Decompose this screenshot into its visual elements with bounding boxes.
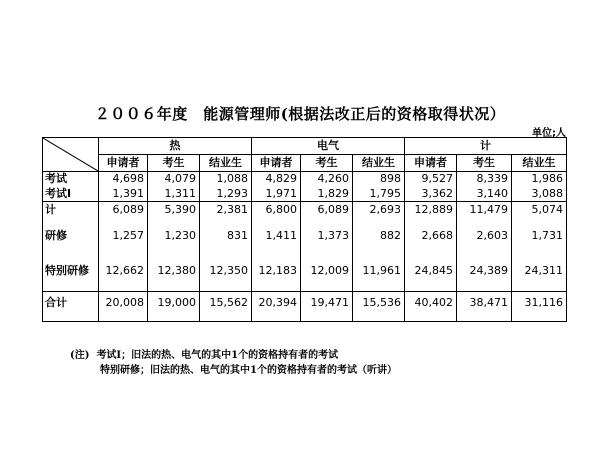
sub-header: 结业生 xyxy=(200,155,252,172)
unit-label: 单位;人 xyxy=(532,128,566,139)
table-row-total xyxy=(43,292,567,314)
table-cell: 1,971 xyxy=(252,187,301,202)
table-cell: 1,986 xyxy=(512,172,567,187)
row-label: 考试 xyxy=(43,172,99,187)
stats-table xyxy=(42,137,567,322)
table-cell: 3,088 xyxy=(531,186,564,200)
table-cell: 8,339 xyxy=(457,172,512,187)
table-cell: 4,260 xyxy=(301,172,353,187)
sub-header: 结业生 xyxy=(522,156,556,169)
table-cell: 24,311 xyxy=(524,264,564,277)
spacer-row xyxy=(43,244,567,264)
sub-header: 申请者 xyxy=(99,155,148,172)
table-cell: 4,829 xyxy=(252,172,301,187)
table-row xyxy=(43,202,567,219)
table-cell: 1,373 xyxy=(301,229,353,244)
footnote-line-2 xyxy=(70,363,397,378)
sub-header: 考生 xyxy=(148,155,200,172)
spacer-row xyxy=(43,314,567,322)
sub-header: 申请者 xyxy=(252,155,301,172)
table-cell: 882 xyxy=(353,229,405,244)
table-cell: 1,230 xyxy=(148,229,200,244)
table-cell: 2,603 xyxy=(457,229,512,244)
table-cell: 1,293 xyxy=(200,187,252,202)
table-row xyxy=(43,229,567,244)
table-cell: 12,183 xyxy=(252,264,301,279)
diagonal-line xyxy=(43,138,98,171)
table-cell: 20,008 xyxy=(99,292,148,314)
table-row xyxy=(43,264,567,279)
group-header-total: 计 xyxy=(405,138,567,155)
footnote-text-1: 考试Ⅰ；旧法的热、电气的其中1个的资格持有者的考试 xyxy=(96,350,339,361)
table-cell: 2,693 xyxy=(353,202,405,219)
sub-header: 考生 xyxy=(457,155,512,172)
table-cell: 5,390 xyxy=(148,202,200,219)
table-cell: 6,089 xyxy=(301,202,353,219)
table-cell: 19,000 xyxy=(148,292,200,314)
row-label: 合计 xyxy=(43,292,99,314)
group-header-row xyxy=(43,138,567,155)
sub-header: 结业生 xyxy=(353,155,405,172)
table-cell: 1,391 xyxy=(99,187,148,202)
table-cell: 5,074 xyxy=(512,202,567,219)
table-cell: 40,402 xyxy=(405,292,457,314)
sub-header: 申请者 xyxy=(405,155,457,172)
table-cell: 31,116 xyxy=(512,292,567,314)
footnote-text-2: 特别研修；旧法的热、电气的其中1个的资格持有者的考试（听讲） xyxy=(100,365,397,376)
table-cell: 2,668 xyxy=(405,229,457,244)
spacer-row xyxy=(43,279,567,292)
spacer-row xyxy=(43,219,567,229)
table-cell: 11,961 xyxy=(353,264,405,279)
page-title: ２００６年度 能源管理师(根据法改正后的资格取得状况） xyxy=(94,105,506,123)
table-cell: 12,350 xyxy=(200,264,252,279)
table-cell: 20,394 xyxy=(252,292,301,314)
table-cell: 38,471 xyxy=(457,292,512,314)
table-cell: 1,731 xyxy=(531,229,564,242)
table-cell: 1,088 xyxy=(200,172,252,187)
table-cell: 4,079 xyxy=(148,172,200,187)
corner-cell xyxy=(43,138,99,172)
group-header-heat: 热 xyxy=(99,138,252,155)
footnotes xyxy=(70,348,397,378)
table-row xyxy=(43,187,567,202)
table-cell: 9,527 xyxy=(405,172,457,187)
table-cell: 24,845 xyxy=(405,264,457,279)
table-cell: 898 xyxy=(353,172,405,187)
table-cell: 12,662 xyxy=(99,264,148,279)
table-cell: 1,411 xyxy=(252,229,301,244)
table-row xyxy=(43,172,567,187)
table-cell: 1,829 xyxy=(301,187,353,202)
footnote-prefix: (注) xyxy=(70,350,90,361)
table-cell: 6,089 xyxy=(99,202,148,219)
table-cell: 831 xyxy=(200,229,252,244)
table-cell: 1,257 xyxy=(99,229,148,244)
table-cell: 12,380 xyxy=(148,264,200,279)
table-cell: 15,562 xyxy=(200,292,252,314)
table-cell: 12,889 xyxy=(405,202,457,219)
table-cell: 1,795 xyxy=(353,187,405,202)
row-label: 计 xyxy=(43,202,99,219)
table-cell: 11,479 xyxy=(457,202,512,219)
footnote-line-1 xyxy=(70,348,397,363)
table-cell: 6,800 xyxy=(252,202,301,219)
table-cell: 15,536 xyxy=(353,292,405,314)
row-label: 考试Ⅰ xyxy=(43,187,99,202)
table-cell: 19,471 xyxy=(301,292,353,314)
table-cell: 1,311 xyxy=(148,187,200,202)
table-cell: 4,698 xyxy=(99,172,148,187)
row-label: 特别研修 xyxy=(43,264,99,279)
table-cell: 3,362 xyxy=(405,187,457,202)
table-cell: 12,009 xyxy=(301,264,353,279)
row-label: 研修 xyxy=(43,229,99,244)
table-cell: 3,140 xyxy=(457,187,512,202)
group-header-electric: 电气 xyxy=(252,138,405,155)
table-cell: 24,389 xyxy=(457,264,512,279)
sub-header-row xyxy=(43,155,567,172)
table-cell: 2,381 xyxy=(200,202,252,219)
sub-header: 考生 xyxy=(301,155,353,172)
